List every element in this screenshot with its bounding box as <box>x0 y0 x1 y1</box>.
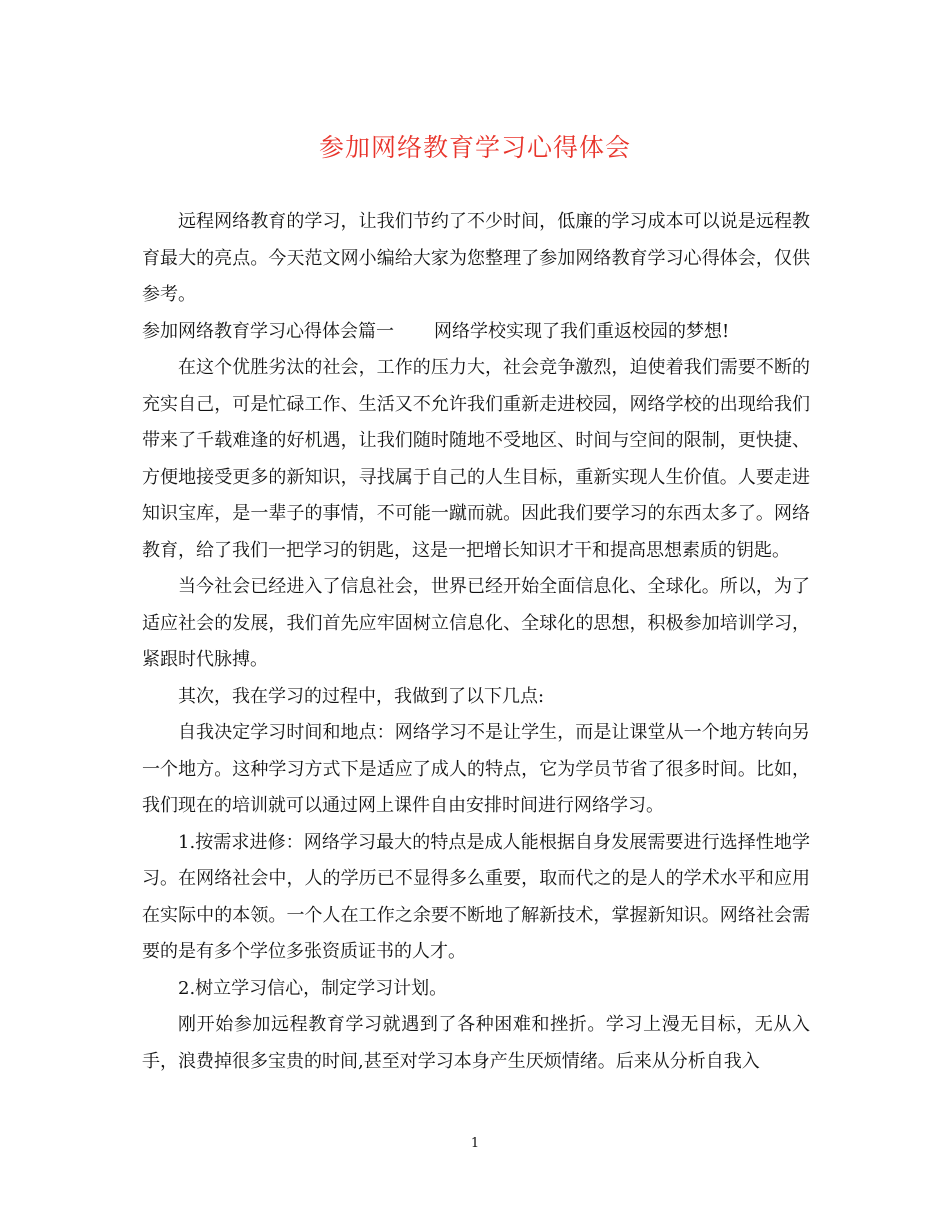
document-body <box>142 204 810 1080</box>
body-paragraph: 其次，我在学习的过程中，我做到了以下几点: <box>178 685 545 707</box>
body-paragraph: 2.树立学习信心，制定学习计划。 <box>178 977 448 999</box>
section-heading-label: 参加网络教育学习心得体会篇一 <box>142 320 394 342</box>
document-title: 参加网络教育学习心得体会 <box>318 133 631 162</box>
section-heading <box>142 314 810 351</box>
body-paragraph: 1.按需求进修：网络学习最大的特点是成人能根据自身发展需要进行选择性地学习。在网络社会中，人的学历已不显得多么重要，取而代之的是人的学术水平和应用在实际中的本领。一个人在工作之余要不断地了解新技术，掌握新知识。网络社会需要的是有多个学位多张资质证书的人才。 <box>142 831 810 962</box>
body-paragraph: 当今社会已经进入了信息社会，世界已经开始全面信息化、全球化。所以，为了适应社会的发展，我们首先应牢固树立信息化、全球化的思想，积极参加培训学习，紧跟时代脉搏。 <box>142 576 810 670</box>
body-paragraph: 刚开始参加远程教育学习就遇到了各种困难和挫折。学习上漫无目标，无从入手，浪费掉很多宝贵的时间,甚至对学习本身产生厌烦情绪。后来从分析自我入 <box>142 1014 810 1072</box>
body-paragraph: 在这个优胜劣汰的社会，工作的压力大，社会竞争激烈，迫使着我们需要不断的充实自己，可是忙碌工作、生活又不允许我们重新走进校园，网络学校的出现给我们带来了千载难逢的好机遇，让我们随时随地不受地区、时间与空间的限制，更快捷、方便地接受更多的新知识，寻找属于自己的人生目标，重新实现人生价值。人要走进知识宝库，是一辈子的事情，不可能一蹴而就。因此我们要学习的东西太多了。网络教育，给了我们一把学习的钥匙，这是一把增长知识才干和提高思想素质的钥匙。 <box>142 357 810 561</box>
section-heading-subtitle: 网络学校实现了我们重返校园的梦想! <box>434 320 730 342</box>
body-paragraph: 自我决定学习时间和地点：网络学习不是让学生，而是让课堂从一个地方转向另一个地方。这种学习方式下是适应了成人的特点，它为学员节省了很多时间。比如，我们现在的培训就可以通过网上课件自由安排时间进行网络学习。 <box>142 722 810 816</box>
intro-paragraph: 远程网络教育的学习，让我们节约了不少时间，低廉的学习成本可以说是远程教育最大的亮点。今天范文网小编给大家为您整理了参加网络教育学习心得体会，仅供参考。 <box>142 211 810 305</box>
page-number: 1 <box>470 1136 480 1151</box>
